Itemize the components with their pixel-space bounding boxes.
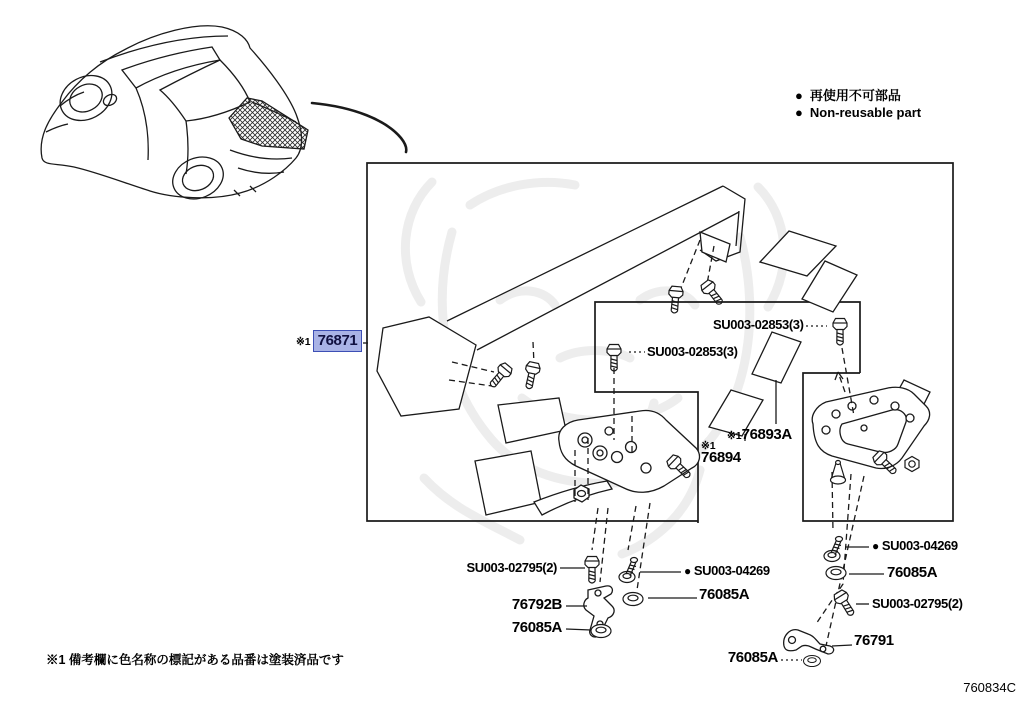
pointer-arrow bbox=[312, 103, 406, 152]
legend-jp-text: 再使用不可部品 bbox=[809, 88, 901, 103]
non-reusable-dot-icon: ● bbox=[795, 105, 803, 120]
part-label-su003-02853-left[interactable]: SU003-02853(3) bbox=[647, 344, 738, 359]
selected-part-number: 76871 bbox=[313, 330, 363, 352]
bracket-76791 bbox=[784, 630, 834, 654]
part-label-su003-04269-mid[interactable]: ● SU003-04269 bbox=[684, 563, 770, 578]
paint-footnote: ※1 備考欄に色名称の標記がある品番は塗装済品です bbox=[46, 653, 344, 667]
part-label-76085a-mid[interactable]: 76085A bbox=[699, 586, 750, 603]
legend bbox=[795, 88, 921, 122]
bracket-right-assembly bbox=[812, 380, 930, 469]
car-spoiler-highlight bbox=[229, 98, 308, 149]
part-label-su003-02853-top[interactable]: SU003-02853(3) bbox=[713, 317, 804, 332]
paint-footnote-ref: ※1 bbox=[701, 440, 716, 452]
part-label-su003-04269-right[interactable]: ● SU003-04269 bbox=[872, 538, 958, 553]
paint-footnote-ref: ※1 bbox=[727, 430, 742, 442]
part-label-76085a-bottom[interactable]: 76085A bbox=[727, 649, 778, 666]
part-label-76894[interactable]: ※1 76894 bbox=[701, 440, 741, 466]
part-label-76085a-left[interactable]: 76085A bbox=[511, 619, 562, 636]
part-label-su003-02795-left[interactable]: SU003-02795(2) bbox=[466, 560, 557, 575]
part-label-76791[interactable]: 76791 bbox=[854, 632, 894, 649]
part-label-76871[interactable] bbox=[296, 330, 362, 352]
non-reusable-dot-icon: ● bbox=[795, 88, 803, 103]
legend-row-en bbox=[795, 105, 921, 121]
paint-footnote-ref: ※1 bbox=[296, 336, 311, 348]
part-label-76085a-right[interactable]: 76085A bbox=[887, 564, 938, 581]
dotted-leaders bbox=[629, 326, 827, 660]
part-label-su003-02795-right[interactable]: SU003-02795(2) bbox=[872, 596, 963, 611]
non-reusable-dot-icon: ● bbox=[872, 539, 879, 553]
legend-en-text: Non-reusable part bbox=[809, 105, 922, 120]
car-sketch bbox=[41, 26, 308, 206]
part-label-76792b[interactable]: 76792B bbox=[511, 596, 562, 613]
non-reusable-dot-icon: ● bbox=[684, 564, 691, 578]
diagram-code: 760834C bbox=[963, 680, 1016, 695]
legend-row-jp bbox=[795, 88, 921, 104]
part-label-76893a[interactable]: ※176893A bbox=[727, 426, 792, 443]
